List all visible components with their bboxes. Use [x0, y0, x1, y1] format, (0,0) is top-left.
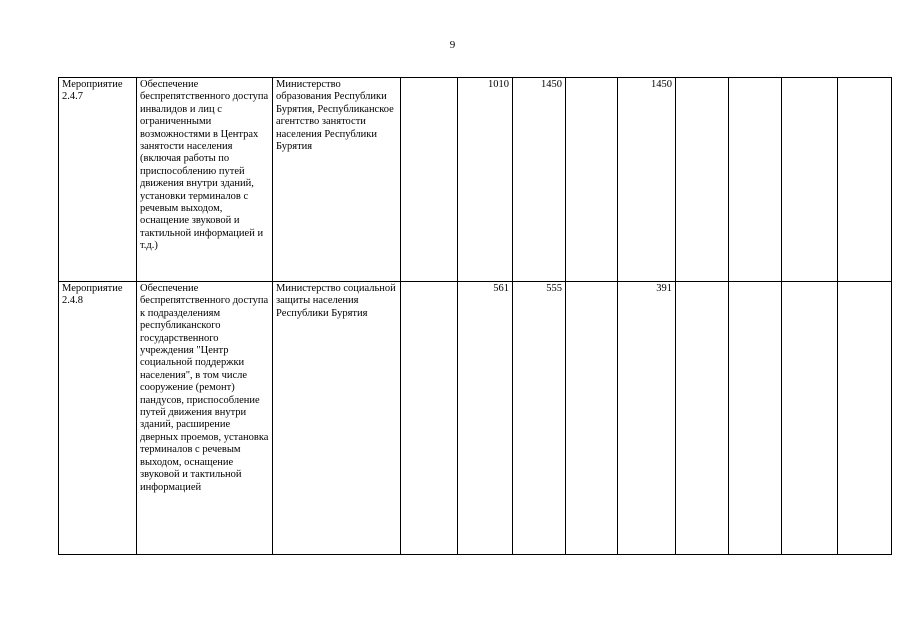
- executor-cell: Министерство социальной защиты населения Республики Бурятия: [273, 282, 401, 555]
- value-cell: [782, 78, 838, 282]
- value-cell: [566, 282, 618, 555]
- value-cell: 1450: [618, 78, 676, 282]
- table-row: [59, 282, 892, 555]
- value-cell: [401, 282, 458, 555]
- value-cell: [729, 78, 782, 282]
- value-cell: [838, 78, 892, 282]
- value-cell: 1010: [458, 78, 513, 282]
- value-cell: [782, 282, 838, 555]
- value-cell: [838, 282, 892, 555]
- executor-cell: Министерство образования Республики Бурятия, Республиканское агентство занятости населения Республики Бурятия: [273, 78, 401, 282]
- value-cell: [401, 78, 458, 282]
- value-cell: 1450: [513, 78, 566, 282]
- value-cell: [676, 78, 729, 282]
- value-cell: [729, 282, 782, 555]
- value-cell: [566, 78, 618, 282]
- value-cell: 391: [618, 282, 676, 555]
- activity-code-cell: Мероприятие 2.4.7: [59, 78, 137, 282]
- value-cell: 561: [458, 282, 513, 555]
- table-row: [59, 78, 892, 282]
- activity-description-cell: Обеспечение беспрепятственного доступа инвалидов и лиц с ограниченными возможностями в Центрах занятости населения (включая работы по приспособлению путей движения внутри зданий, установки терминалов с речевым выходом, оснащение звуковой и тактильной информацией и т.д.): [137, 78, 273, 282]
- activity-description-cell: Обеспечение беспрепятственного доступа к подразделениям республиканского государственного учреждения "Центр социальной поддержки населения", в том числе сооружение (ремонт) пандусов, приспособление путей движения внутри зданий, расширение дверных проемов, установка терминалов с речевым выходом, оснащение звуковой и тактильной информацией: [137, 282, 273, 555]
- activity-code-cell: Мероприятие 2.4.8: [59, 282, 137, 555]
- value-cell: [676, 282, 729, 555]
- page-number: 9: [449, 39, 456, 51]
- program-table: [58, 77, 892, 555]
- value-cell: 555: [513, 282, 566, 555]
